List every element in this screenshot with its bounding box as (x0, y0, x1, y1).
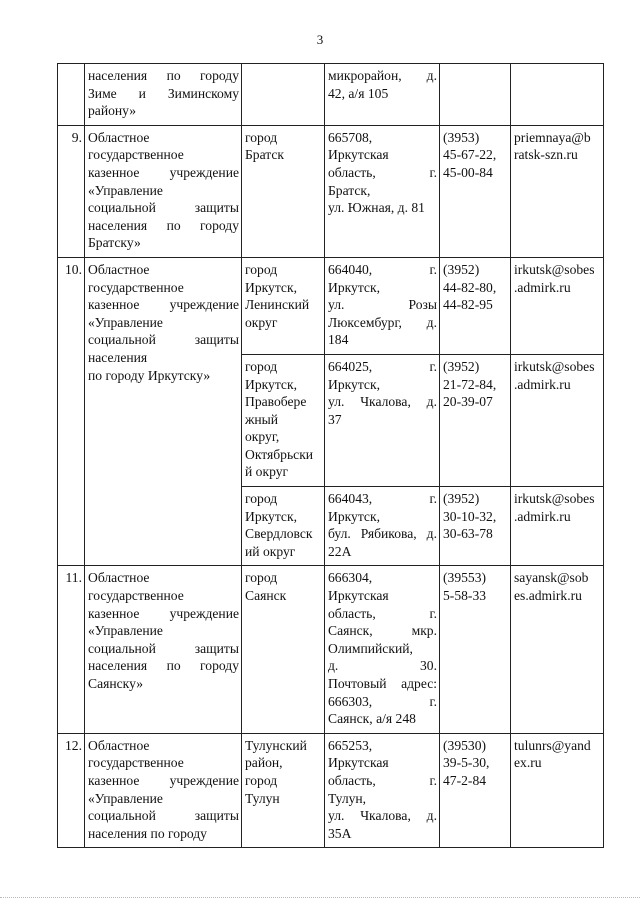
territory-line: округ, (245, 429, 280, 445)
phone-cell (440, 257, 511, 354)
address-line: бул. Рябикова, д. (328, 526, 437, 542)
address-line: Тулун, (328, 790, 367, 806)
address-line: 37 (328, 411, 342, 427)
institution-line: социальной защиты (88, 200, 239, 216)
institutions-table (57, 63, 604, 848)
address-line: область, г. (328, 605, 437, 621)
email-line[interactable]: irkutsk@sobes (514, 491, 595, 507)
row-number: 9. (58, 125, 85, 257)
phone-cell (440, 64, 511, 126)
institution-line: казенное учреждение (88, 605, 239, 621)
page-number: 3 (316, 32, 324, 47)
address-line: 35А (328, 825, 352, 841)
address-line: Почтовый адрес: (328, 676, 437, 691)
address-line: 664040, г. (328, 261, 437, 277)
phone-line: 21-72-84, (443, 376, 497, 392)
address-line: 666303, г. (328, 693, 437, 709)
address-line: микрорайон, д. (328, 68, 437, 83)
phone-line: 45-67-22, (443, 147, 497, 163)
email-cell (511, 125, 604, 257)
territory-line: Октябрьски (245, 446, 314, 462)
institution-cell (85, 125, 242, 257)
phone-line: 44-82-80, (443, 279, 497, 295)
territory-line: ий округ (245, 543, 296, 559)
phone-line: (3952) (443, 261, 480, 277)
institution-line: казенное учреждение (88, 164, 239, 180)
territory-cell (242, 64, 325, 126)
email-cell (511, 487, 604, 566)
territory-line: город (245, 129, 278, 145)
institution-line: социальной защиты (88, 808, 239, 824)
row-number: 12. (58, 733, 85, 848)
address-line: Иркутск, (328, 508, 380, 524)
email-line[interactable]: .admirk.ru (514, 376, 571, 392)
institution-line: казенное учреждение (88, 297, 239, 313)
institution-line: социальной защиты (88, 332, 239, 348)
email-line[interactable]: es.admirk.ru (514, 588, 582, 604)
address-line: ул. Розы (328, 297, 437, 313)
phone-line: 5-58-33 (443, 588, 487, 604)
address-cell (325, 566, 440, 733)
institution-line: Областное (88, 261, 150, 277)
address-line: 42, а/я 105 (328, 85, 389, 101)
territory-line: Иркутск, (245, 376, 297, 392)
email-cell (511, 354, 604, 486)
territory-line: город (245, 261, 278, 277)
table-row (58, 733, 604, 848)
address-line: ул. Чкалова, д. (328, 394, 437, 410)
address-line: Иркутск, (328, 376, 380, 392)
table-row (58, 125, 604, 257)
territory-line: жный (245, 411, 279, 427)
address-line: Саянск, а/я 248 (328, 711, 416, 727)
email-cell (511, 733, 604, 848)
phone-line: 45-00-84 (443, 164, 493, 180)
address-line: Братск, (328, 182, 371, 198)
phone-cell (440, 354, 511, 486)
territory-line: город (245, 570, 278, 586)
institution-line: району» (88, 103, 137, 119)
phone-line: 20-39-07 (443, 394, 493, 410)
phone-line: (3952) (443, 491, 480, 507)
phone-line: 30-63-78 (443, 526, 493, 542)
address-line: 666304, (328, 570, 373, 586)
email-line[interactable]: tulunrs@yand (514, 737, 591, 753)
institution-line: казенное учреждение (88, 772, 239, 788)
territory-line: округ (245, 314, 278, 330)
phone-cell (440, 125, 511, 257)
territory-line: Саянск (245, 588, 287, 604)
institution-line: населения (88, 349, 148, 365)
institution-line: государственное (88, 147, 184, 163)
institution-line: Областное (88, 570, 150, 586)
institution-cell (85, 733, 242, 848)
email-cell (511, 64, 604, 126)
territory-line: Иркутск, (245, 279, 297, 295)
phone-line: (3953) (443, 129, 480, 145)
territory-line: Братск (245, 147, 285, 163)
institution-line: населения по городу (88, 217, 239, 233)
territory-line: Иркутск, (245, 508, 297, 524)
phone-line: (3952) (443, 358, 480, 374)
territory-line: Тулун (245, 790, 280, 806)
email-line[interactable]: ratsk-szn.ru (514, 147, 578, 163)
address-cell (325, 487, 440, 566)
address-cell (325, 354, 440, 486)
row-number (58, 64, 85, 126)
address-line: д. 30. (328, 658, 437, 674)
territory-line: город (245, 772, 278, 788)
institution-cell (85, 64, 242, 126)
row-number: 11. (58, 566, 85, 733)
institution-line: «Управление (88, 790, 163, 806)
email-line[interactable]: ex.ru (514, 755, 542, 771)
address-line: Олимпийский, (328, 640, 413, 656)
institution-line: населения по городу (88, 658, 239, 674)
address-cell (325, 125, 440, 257)
territory-line: Ленинский (245, 297, 310, 313)
institution-line: Братску» (88, 235, 141, 251)
territory-cell (242, 354, 325, 486)
address-line: Саянск, мкр. (328, 623, 437, 639)
email-line[interactable]: .admirk.ru (514, 508, 571, 524)
address-line: 184 (328, 332, 349, 348)
institution-line: государственное (88, 755, 184, 771)
address-line: Иркутская (328, 147, 389, 163)
phone-line: (39553) (443, 570, 487, 586)
institution-line: Зиме и Зиминскому (88, 85, 239, 101)
institution-line: «Управление (88, 314, 163, 330)
address-line: 664025, г. (328, 358, 437, 374)
phone-line: 30-10-32, (443, 508, 497, 524)
territory-line: Свердловск (245, 526, 313, 542)
address-line: Иркутск, (328, 279, 380, 295)
address-line: ул. Чкалова, д. (328, 808, 437, 824)
territory-cell (242, 257, 325, 354)
phone-line: 47-2-84 (443, 772, 487, 788)
institution-line: «Управление (88, 623, 163, 639)
institution-line: «Управление (88, 182, 163, 198)
table-row (58, 64, 604, 126)
territory-line: город (245, 358, 278, 374)
territory-line: й округ (245, 464, 289, 480)
institution-line: Саянску» (88, 676, 144, 691)
institution-line: населения по городу (88, 825, 207, 841)
address-line: Иркутская (328, 755, 389, 771)
email-line[interactable]: .admirk.ru (514, 279, 571, 295)
phone-cell (440, 566, 511, 733)
address-line: Иркутская (328, 588, 389, 604)
address-line: 664043, г. (328, 491, 437, 507)
email-line[interactable]: sayansk@sob (514, 570, 589, 586)
row-number: 10. (58, 257, 85, 566)
territory-cell (242, 487, 325, 566)
territory-line: Правобере (245, 394, 307, 410)
phone-line: (39530) (443, 737, 487, 753)
territory-cell (242, 733, 325, 848)
institution-line: Областное (88, 737, 150, 753)
address-line: область, г. (328, 164, 437, 180)
address-line: 22А (328, 543, 352, 559)
territory-line: район, (245, 755, 283, 771)
institution-line: социальной защиты (88, 640, 239, 656)
address-cell (325, 733, 440, 848)
institution-line: государственное (88, 588, 184, 604)
table-row (58, 566, 604, 733)
institution-line: по городу Иркутску» (88, 367, 211, 383)
email-line[interactable]: irkutsk@sobes (514, 358, 595, 374)
territory-cell (242, 125, 325, 257)
address-line: Люксембург, д. (328, 314, 437, 330)
phone-line: 39-5-30, (443, 755, 490, 771)
territory-cell (242, 566, 325, 733)
email-cell (511, 566, 604, 733)
institution-line: Областное (88, 129, 150, 145)
address-line: область, г. (328, 772, 437, 788)
phone-line: 44-82-95 (443, 297, 493, 313)
territory-line: Тулунский (245, 737, 307, 753)
address-cell (325, 64, 440, 126)
institution-line: государственное (88, 279, 184, 295)
institution-cell (85, 257, 242, 566)
email-cell (511, 257, 604, 354)
email-line[interactable]: irkutsk@sobes (514, 261, 595, 277)
institution-cell (85, 566, 242, 733)
phone-cell (440, 733, 511, 848)
phone-cell (440, 487, 511, 566)
address-line: ул. Южная, д. 81 (328, 200, 425, 216)
email-line[interactable]: priemnaya@b (514, 129, 591, 145)
table-row (58, 257, 604, 354)
institution-line: населения по городу (88, 68, 239, 83)
address-line: 665708, (328, 129, 373, 145)
address-line: 665253, (328, 737, 373, 753)
address-cell (325, 257, 440, 354)
territory-line: город (245, 491, 278, 507)
